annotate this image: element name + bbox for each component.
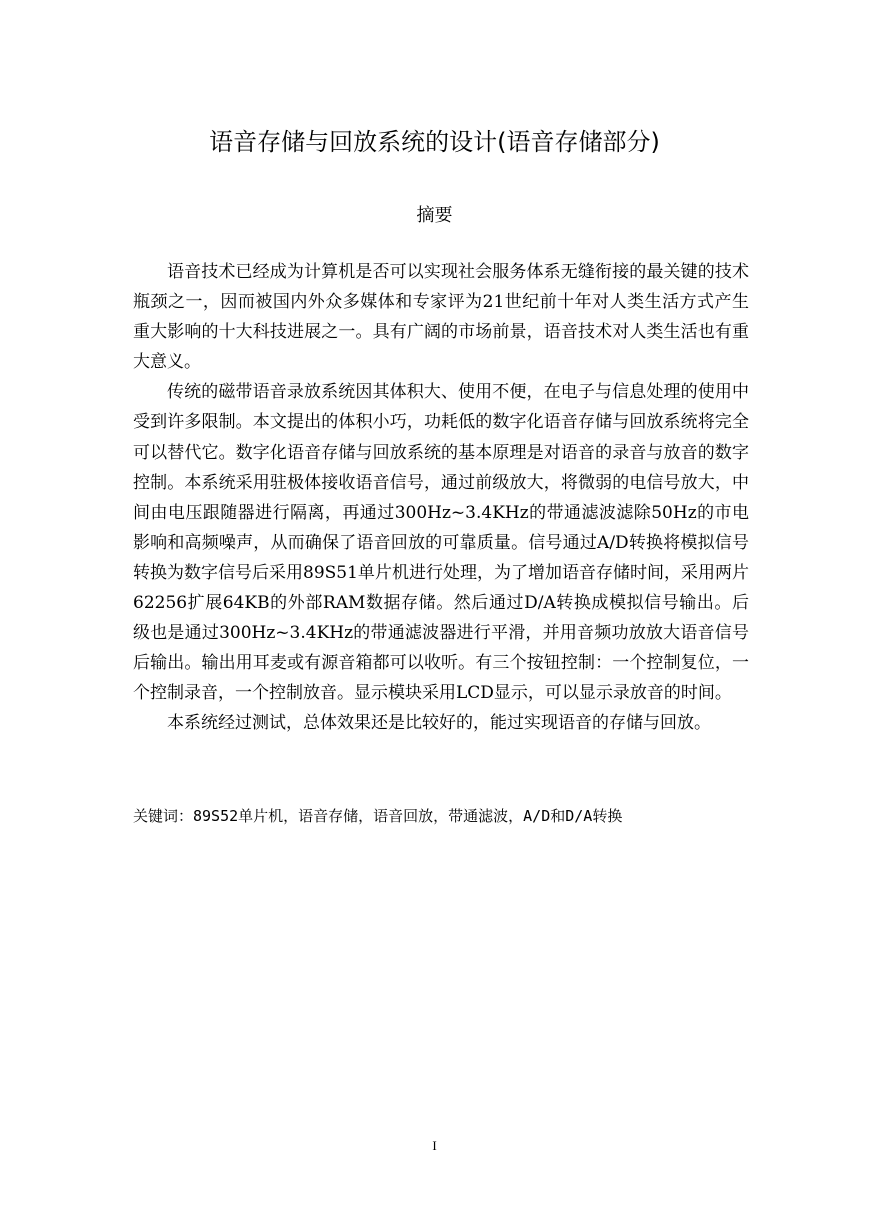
abstract-body	[133, 257, 749, 739]
document-title: 语音存储与回放系统的设计(语音存储部分)	[209, 128, 660, 156]
page-number: I	[432, 1138, 437, 1153]
abstract-paragraph-3: 本系统经过测试，总体效果还是比较好的，能过实现语音的存储与回放。	[167, 713, 711, 734]
abstract-paragraph-2: 传统的磁带语音录放系统因其体积大、使用不便，在电子与信息处理的使用中受到许多限制。本文提出的体积小巧，功耗低的数字化语音存储与回放系统将完全可以替代它。数字化语音存储与回放系统的基本原理是对语音的录音与放音的数字控制。本系统采用驻极体接收语音信号，通过前级放大，将微弱的电信号放大，中间由电压跟随器进行隔离，再通过300Hz~3.4KHz的带通滤波滤除50Hz的市电影响和高频噪声，从而确保了语音回放的可靠质量。信号通过A/D转换将模拟信号转换为数字信号后采用89S51单片机进行处理，为了增加语音存储时间，采用两片62256扩展64KB的外部RAM数据存储。然后通过D/A转换成模拟信号输出。后级也是通过300Hz~3.4KHz的带通滤波器进行平滑，并用音频功放放大语音信号后输出。输出用耳麦或有源音箱都可以收听。有三个按钮控制：一个控制复位，一个控制录音，一个控制放音。显示模块采用LCD显示，可以显示录放音的时间。	[133, 382, 749, 704]
abstract-heading: 摘要	[416, 205, 453, 226]
keywords-line: 关键词：89S52单片机，语音存储，语音回放，带通滤波，A/D和D/A转换	[133, 807, 623, 825]
abstract-paragraph-1: 语音技术已经成为计算机是否可以实现社会服务体系无缝衔接的最关键的技术瓶颈之一，因而被国内外众多媒体和专家评为21世纪前十年对人类生活方式产生重大影响的十大科技进展之一。具有广阔的市场前景，语音技术对人类生活也有重大意义。	[133, 262, 749, 373]
